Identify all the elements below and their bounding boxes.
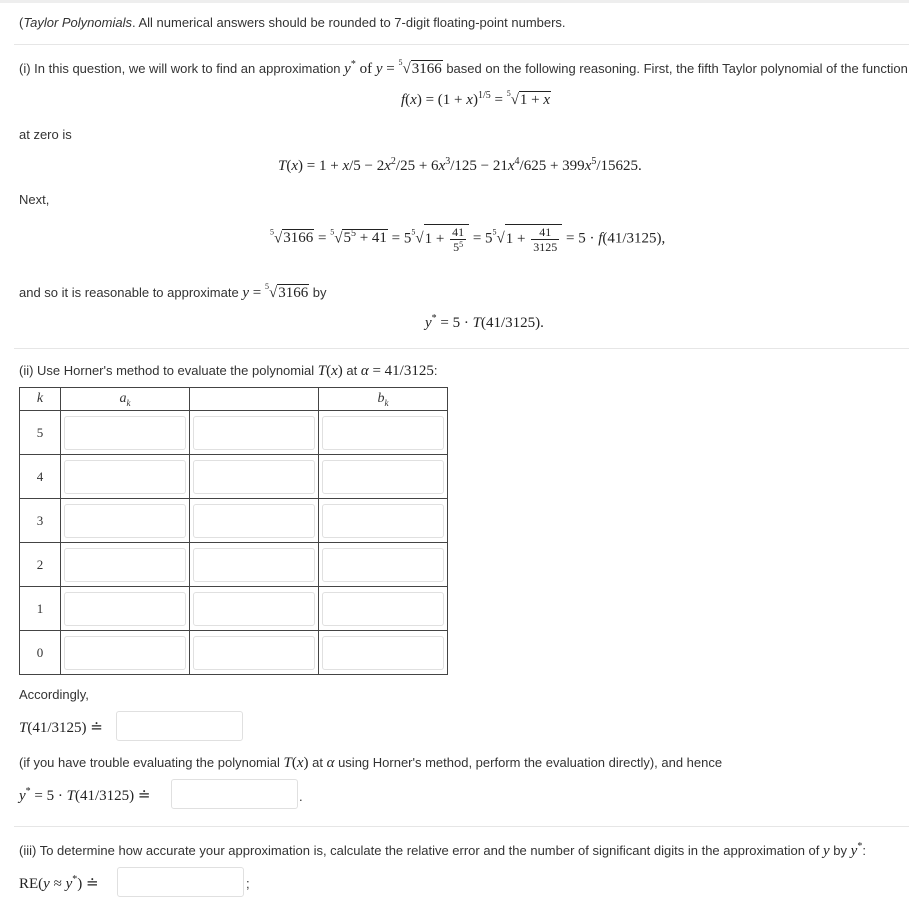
mid-input[interactable]: [193, 504, 315, 538]
math-ystar: y* of y = $^5$√3166: [344, 58, 442, 77]
period: .: [299, 789, 303, 804]
row-k: 1: [20, 587, 61, 631]
a-input[interactable]: [64, 504, 186, 538]
trouble-c: using Horner's method, perform the evaluation directly), and hence: [334, 755, 723, 770]
header-k: k: [20, 388, 61, 411]
semicolon: ;: [246, 876, 250, 891]
mid-input[interactable]: [193, 548, 315, 582]
b-input[interactable]: [322, 504, 444, 538]
part2-accordingly: Accordingly,: [19, 687, 89, 702]
a-input[interactable]: [64, 636, 186, 670]
header-blank: [190, 388, 319, 411]
row-k: 0: [20, 631, 61, 675]
part2-lead-text: (ii) Use Horner's method to evaluate the polynomial: [19, 363, 318, 378]
part3-lead: (iii) To determine how accurate your approximation is, calculate the relative error and the number of significant digits in the approximation of y by y*:: [19, 841, 866, 859]
b-input[interactable]: [322, 416, 444, 450]
a-input[interactable]: [64, 592, 186, 626]
intro-topic: Taylor Polynomials: [23, 15, 132, 30]
intro-text: (Taylor Polynomials. All numerical answers should be rounded to 7-digit floating-point numbers.: [19, 15, 566, 30]
trouble-b: at: [308, 755, 327, 770]
divider: [14, 826, 909, 827]
part1-so: and so it is reasonable to approximate y = $^5$√3166 by: [19, 282, 327, 301]
divider: [14, 348, 909, 349]
table-row: [20, 499, 448, 543]
table-row: [20, 411, 448, 455]
part2-lead: (ii) Use Horner's method to evaluate the polynomial T(x) at α = 41/3125:: [19, 363, 438, 379]
horner-table: [19, 387, 448, 675]
T-value-input[interactable]: [116, 711, 243, 741]
b-input[interactable]: [322, 460, 444, 494]
part3-by-text: by: [829, 843, 851, 858]
math-ystar-formula: y* = 5 · T(41/3125).: [425, 313, 544, 331]
math-f-definition: $f(x) = (1 + x)^{1/5} = ^5√1 + x$: [401, 89, 551, 108]
a-input[interactable]: [64, 416, 186, 450]
mid-input[interactable]: [193, 416, 315, 450]
table-row: [20, 455, 448, 499]
row-k: 5: [20, 411, 61, 455]
math-taylor-polynomial: $T(x) = 1 + x/5 - 2x^2/25 + 6x^3/125 - 21x^4/625 + 399x^5/15625$.: [278, 156, 642, 174]
ystar-value-input[interactable]: [171, 779, 298, 809]
header-a: $a_k$: [61, 388, 190, 411]
math-RE-label: RE(y ≈ y*) ≐: [19, 874, 99, 892]
math-root-expansion: $^5√3166 = ^5√5^5 + 41 = 5^5√1$ + $\frac{41}{5^5}$ = $5^5√1$ + $\frac{41}{3125}$ = 5 · f(41/3125),: [270, 225, 666, 254]
part1-next: Next,: [19, 192, 50, 207]
part2-tail-text: :: [433, 363, 438, 378]
table-row: [20, 543, 448, 587]
mid-input[interactable]: [193, 636, 315, 670]
divider: [14, 44, 909, 45]
part1-at-zero: at zero is: [19, 127, 72, 142]
math-T-value-label: T(41/3125) ≐: [19, 720, 103, 736]
table-row: [20, 631, 448, 675]
part1-so-text: and so it is reasonable to approximate: [19, 285, 243, 300]
part2-trouble: (if you have trouble evaluating the polynomial T(x) at α using Horner's method, perform the evaluation directly), and hence: [19, 755, 723, 771]
trouble-a: (if you have trouble evaluating the polynomial: [19, 755, 284, 770]
math-ystar-value-label: y* = 5 · T(41/3125) ≐: [19, 786, 151, 804]
header-b: $b_k$: [319, 388, 448, 411]
part1-by-text: by: [309, 285, 327, 300]
row-k: 3: [20, 499, 61, 543]
horner-header-row: [20, 388, 448, 411]
part3-lead-text: (iii) To determine how accurate your approximation is, calculate the relative error and the number of significant digits in the approximation of: [19, 843, 824, 858]
top-border: [0, 0, 909, 3]
b-input[interactable]: [322, 592, 444, 626]
a-input[interactable]: [64, 460, 186, 494]
relative-error-input[interactable]: [117, 867, 244, 897]
a-input[interactable]: [64, 548, 186, 582]
mid-input[interactable]: [193, 592, 315, 626]
b-input[interactable]: [322, 548, 444, 582]
part1-lead-text: (i) In this question, we will work to find an approximation: [19, 61, 345, 76]
row-k: 2: [20, 543, 61, 587]
part1-mid-text: based on the following reasoning. First, the fifth Taylor polynomial of the function: [442, 61, 908, 76]
intro-rest: . All numerical answers should be rounded to 7-digit floating-point numbers.: [131, 15, 566, 30]
row-k: 4: [20, 455, 61, 499]
table-row: [20, 587, 448, 631]
b-input[interactable]: [322, 636, 444, 670]
part1-lead: [19, 58, 908, 78]
part2-mid-text: at: [342, 363, 361, 378]
mid-input[interactable]: [193, 460, 315, 494]
